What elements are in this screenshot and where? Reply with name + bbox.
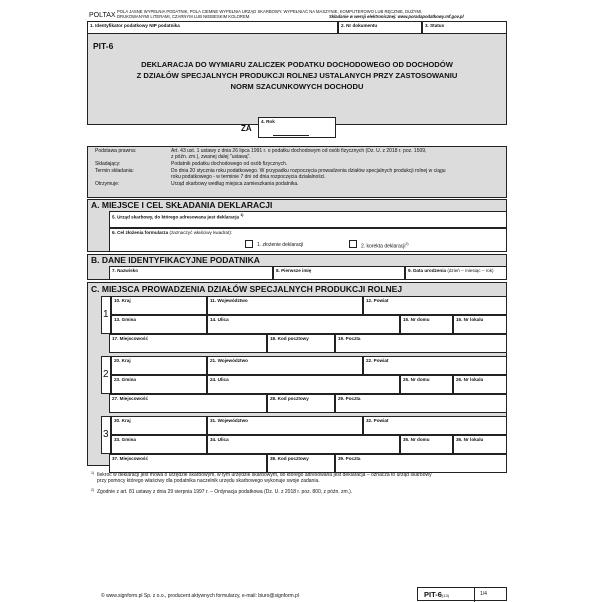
instructions: POLA JASNE WYPEŁNIA PODATNIK, POLA CIEMNE WYPEŁNIA URZĄD SKARBOWY. WYPEŁNIAĆ NA MASZYNIE, KOMPUTEROWO LUB RĘCZNIE, DUŻYMI, DRUKOWANYMI LITERAMI, CZARNYM LUB NIEBIESKIM KOLOREM. Składanie w wersji elektronicznej: www.poradapodatkowy.mf.gov.pl: [117, 9, 464, 19]
address-field[interactable]: 37. Miejscowość: [109, 454, 267, 473]
birth-date-field[interactable]: 9. Data urodzenia (dzień – miesiąc – rok): [405, 266, 507, 280]
za-label: ZA: [241, 124, 252, 133]
declaration-checkbox[interactable]: [245, 240, 253, 248]
address-field[interactable]: 19. Poczta: [335, 334, 507, 353]
form-code: PIT-6: [93, 41, 114, 51]
document-number-field: 2. Nr dokumentu: [338, 21, 422, 34]
section-a-title: A. MIEJSCE I CEL SKŁADANIA DEKLARACJI: [91, 200, 273, 210]
address-field[interactable]: 21. Województwo: [207, 356, 363, 375]
address-field[interactable]: 28. Kod pocztowy: [267, 394, 335, 413]
address-field[interactable]: 12. Powiat: [363, 296, 507, 315]
info-text: Podstawa prawna: Art. 43 ust. 1 ustawy z dnia 26 lipca 1991 r. o podatku dochodowym od osób fizycznych (Dz. U. z 2018 r. poz. 1509, z późn. zm.), zwanej dalej "ustawą". Składający: Podatnik podatku dochodowego od osób fizycznych. Termin składania: Do dnia 20 stycznia roku podatkowego. W przypadku rozpoczęcia prowadzenia działów specjalnych produkcji rolnej w ciągu roku podatkowego - w terminie 7 dni od dnia rozpoczęcia działalności. Otrzymuje: Urząd skarbowy według miejsca zamieszkania podatnika.: [95, 148, 446, 188]
address-field[interactable]: 39. Poczta: [335, 454, 507, 473]
address-field[interactable]: 29. Poczta: [335, 394, 507, 413]
tax-office-field[interactable]: 5. Urząd skarbowy, do którego adresowana jest deklaracja $^{1)}$: [109, 211, 507, 228]
status-field: 3. Status: [422, 21, 507, 34]
form-title: DEKLARACJA DO WYMIARU ZALICZEK PODATKU DOCHODOWEGO OD DOCHODÓW Z DZIAŁÓW SPECJALNYCH PRODUKCJI ROLNEJ USTALANYCH PRZY ZASTOSOWANIU NORM SZACUNKOWYCH DOCHODU: [136, 60, 458, 91]
purpose-field: 6. Cel złożenia formularza (zaznaczyć właściwy kwadrat):: [109, 228, 507, 252]
surname-field[interactable]: 7. Nazwisko: [109, 266, 273, 280]
address-field[interactable]: 35. Nr domu: [400, 435, 453, 454]
location-number: 2: [101, 356, 111, 394]
nip-field[interactable]: 1. Identyfikator podatkowy NIP podatnika: [87, 21, 338, 34]
address-field[interactable]: 38. Kod pocztowy: [267, 454, 335, 473]
page-number: 1/4: [480, 591, 487, 597]
address-field[interactable]: 25. Nr domu: [400, 375, 453, 394]
address-field[interactable]: 15. Nr domu: [400, 315, 453, 334]
address-field[interactable]: 34. Ulica: [207, 435, 400, 454]
address-field[interactable]: 31. Województwo: [207, 416, 363, 435]
declaration-option-label: 1. złożenie deklaracji: [257, 242, 304, 248]
address-field[interactable]: 10. Kraj: [111, 296, 207, 315]
year-field[interactable]: 4. Rok: [258, 117, 336, 138]
location-number: 1: [101, 296, 111, 334]
correction-checkbox[interactable]: [349, 240, 357, 248]
address-field[interactable]: 13. Gmina: [111, 315, 207, 334]
address-field[interactable]: 16. Nr lokalu: [453, 315, 507, 334]
form-page: [87, 9, 507, 599]
footnotes: 1) Ilekroć w deklaracji jest mowa o urzędzie skarbowym, w tym urzędzie skarbowym, do którego adresowana jest deklaracja – oznacza to urząd skarbowy przy pomocy którego właściwy dla podatnika naczelnik urzędu skarbowego wykonuje swoje zadania. 2) Zgodnie z art. 81 ustawy z dnia 29 sierpnia 1997 r. – Ordynacja podatkowa (Dz. U. z 2018 r. poz. 800, z późn. zm.).: [91, 471, 432, 495]
address-field[interactable]: 14. Ulica: [207, 315, 400, 334]
brand: POLTAX: [89, 12, 116, 19]
correction-option-label: 2. korekta deklaracji$^{2)}$: [361, 242, 409, 250]
address-field[interactable]: 23. Gmina: [111, 375, 207, 394]
location-number: 3: [101, 416, 111, 454]
section-b-title: B. DANE IDENTYFIKACYJNE PODATNIKA: [91, 255, 260, 265]
address-field[interactable]: 24. Ulica: [207, 375, 400, 394]
address-field[interactable]: 33. Gmina: [111, 435, 207, 454]
section-c-title: C. MIEJSCA PROWADZENIA DZIAŁÓW SPECJALNYCH PRODUKCJI ROLNEJ: [91, 284, 403, 294]
address-field[interactable]: 36. Nr lokalu: [453, 435, 507, 454]
address-field[interactable]: 30. Kraj: [111, 416, 207, 435]
address-field[interactable]: 32. Powiat: [363, 416, 507, 435]
publisher-note: © www.signform.pl Sp. z o.o., producent aktywnych formularzy, e-mail: biuro@signform.pl: [101, 593, 299, 599]
address-field[interactable]: 11. Województwo: [207, 296, 363, 315]
address-field[interactable]: 27. Miejscowość: [109, 394, 267, 413]
footer-form-code: PIT-6(13): [424, 590, 450, 599]
address-field[interactable]: 18. Kod pocztowy: [267, 334, 335, 353]
first-name-field[interactable]: 8. Pierwsze imię: [273, 266, 405, 280]
address-field[interactable]: 17. Miejscowość: [109, 334, 267, 353]
address-field[interactable]: 22. Powiat: [363, 356, 507, 375]
footer-form-box: [417, 587, 507, 601]
address-field[interactable]: 26. Nr lokalu: [453, 375, 507, 394]
address-field[interactable]: 20. Kraj: [111, 356, 207, 375]
